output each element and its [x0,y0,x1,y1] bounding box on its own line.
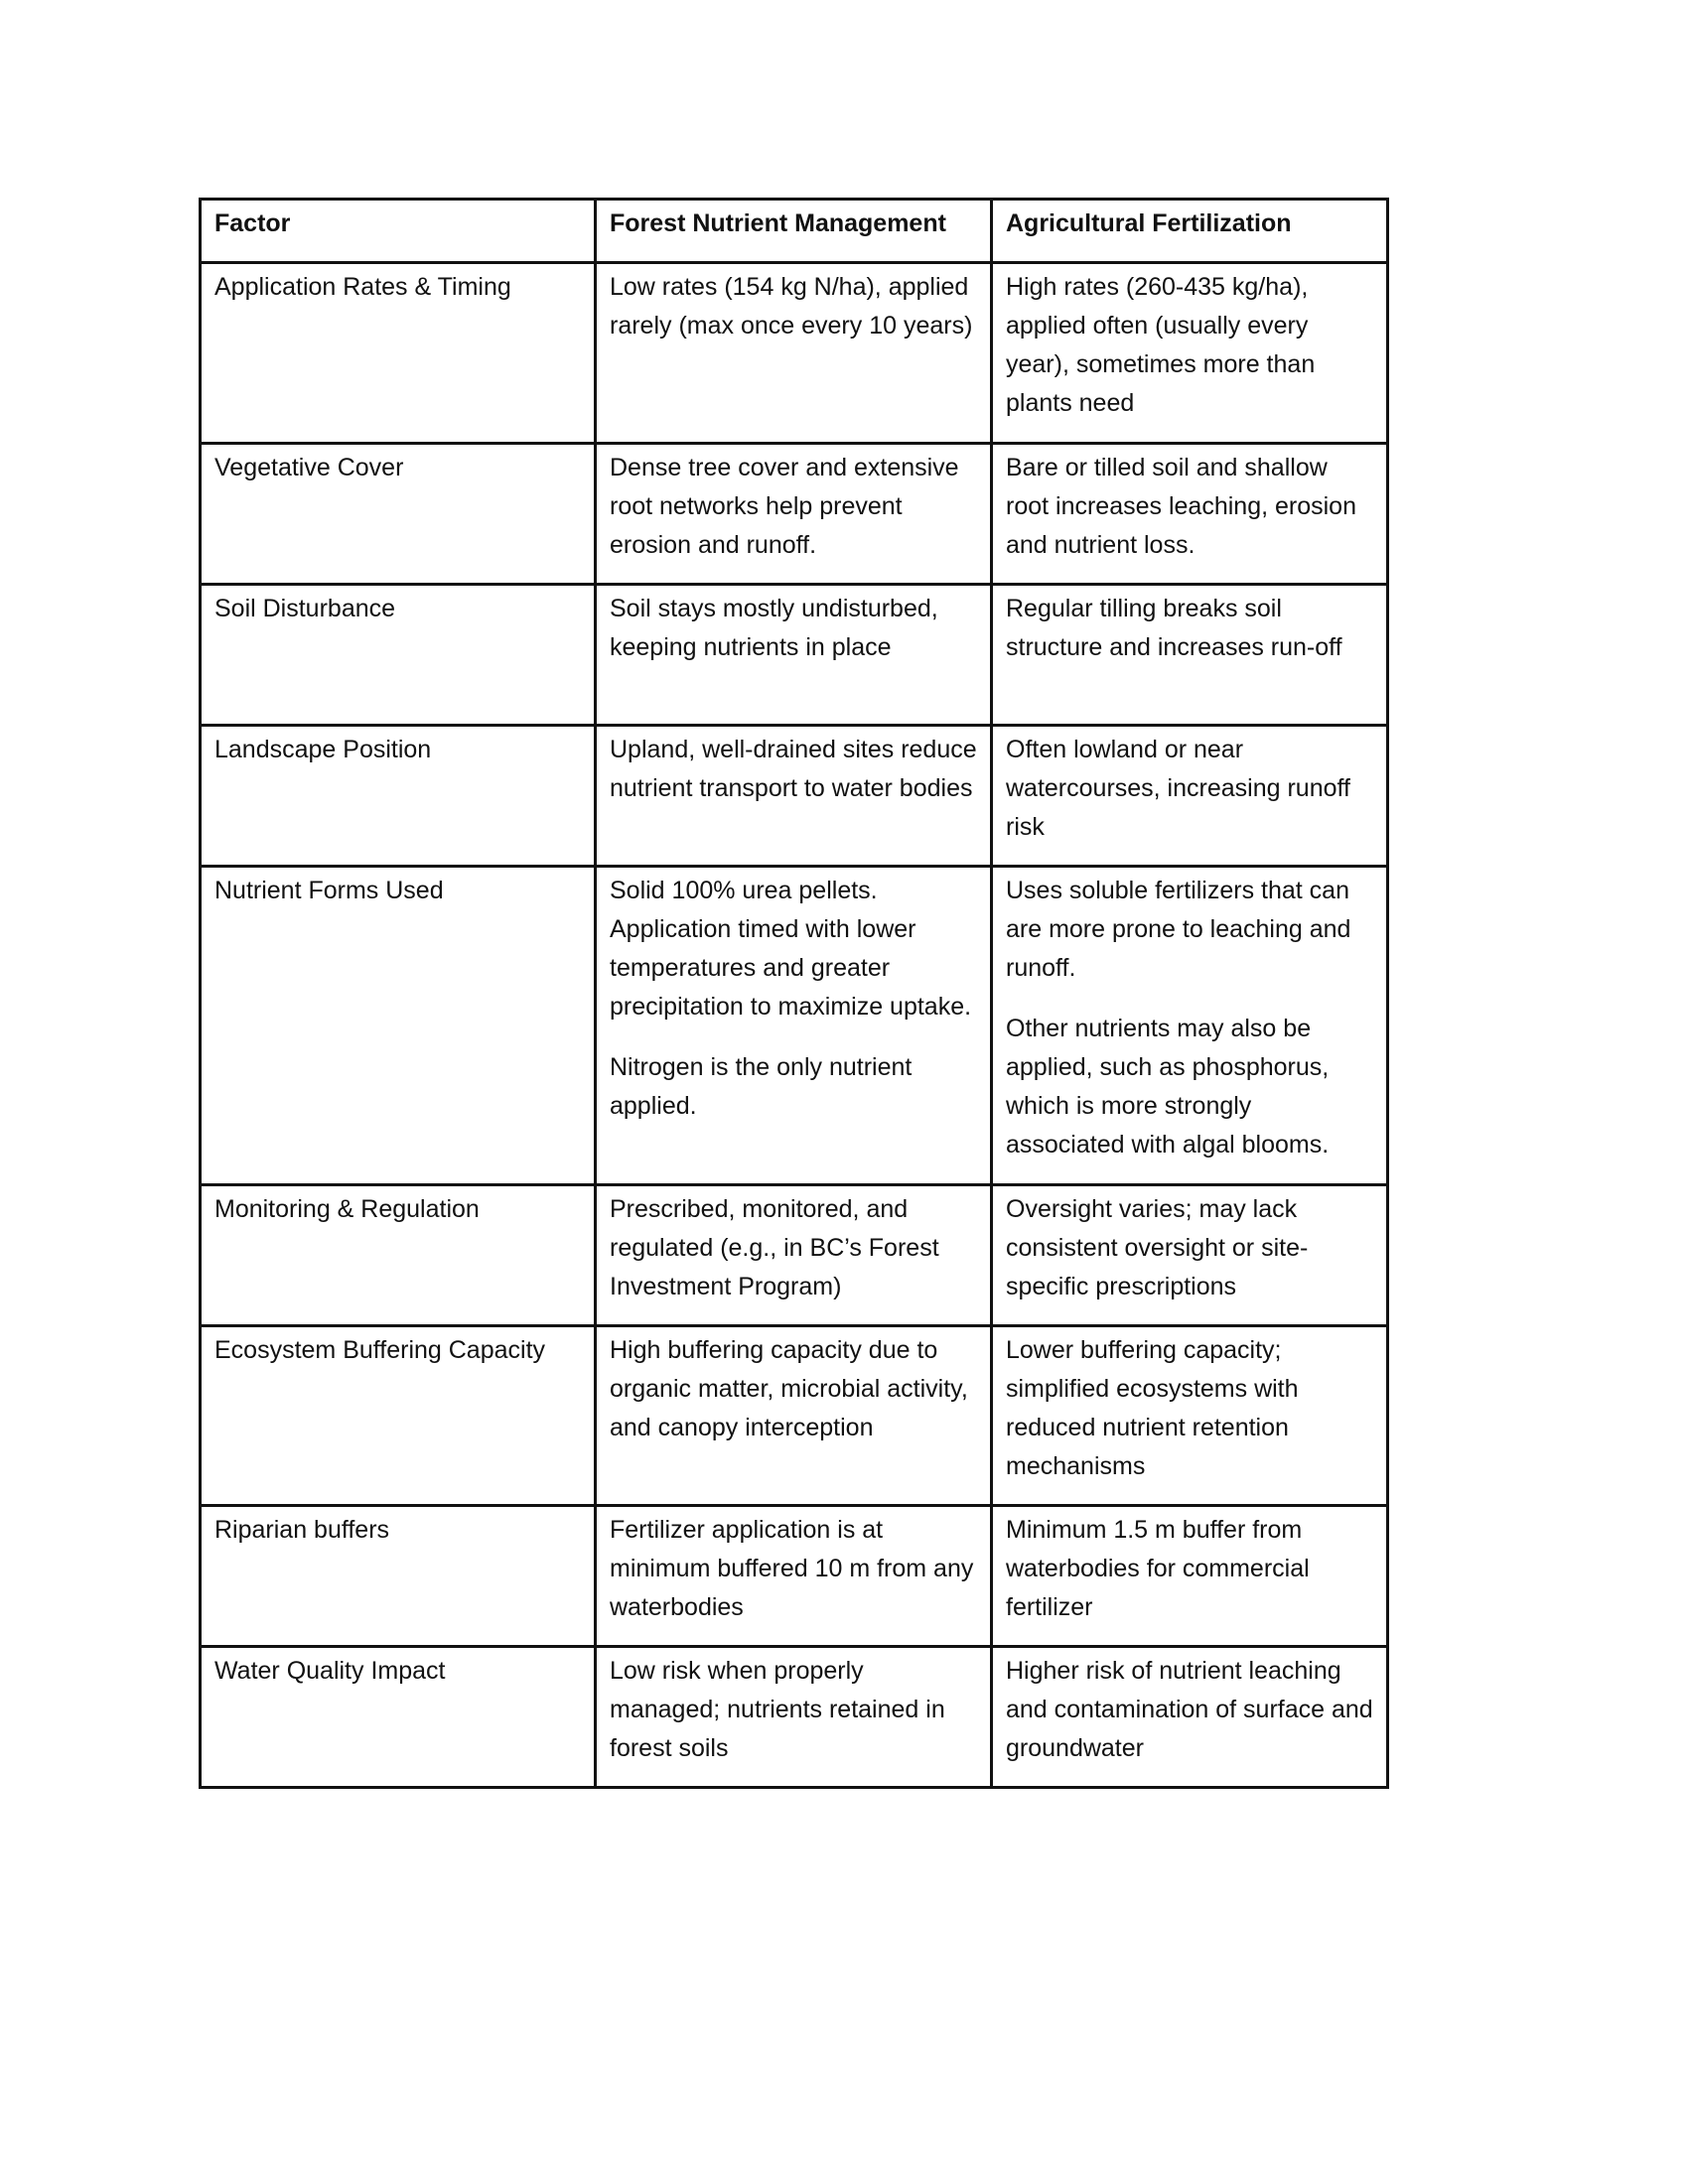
header-agriculture: Agricultural Fertilization [992,200,1388,263]
forest-cell [596,263,992,444]
forest-cell [596,444,992,585]
cell-paragraph: High buffering capacity due to organic matter, microbial activity, and canopy interception [610,1336,968,1441]
forest-cell [596,1506,992,1647]
agriculture-cell [992,1506,1388,1647]
factor-cell: Landscape Position [201,726,596,867]
forest-cell [596,1326,992,1506]
table-row [201,444,1388,585]
forest-cell [596,585,992,726]
table-header-row [201,200,1388,263]
cell-paragraph: Solid 100% urea pellets. Application timed with lower temperatures and greater precipitation to maximize uptake. [610,877,972,1021]
table-row [201,1506,1388,1647]
cell-paragraph: Nitrogen is the only nutrient applied. [610,1053,913,1120]
cell-paragraph: Bare or tilled soil and shallow root increases leaching, erosion and nutrient loss. [1006,454,1356,559]
factor-cell: Monitoring & Regulation [201,1185,596,1326]
table-row [201,726,1388,867]
agriculture-cell [992,263,1388,444]
table-row [201,1647,1388,1788]
cell-paragraph: Fertilizer application is at minimum buffered 10 m from any waterbodies [610,1516,974,1621]
agriculture-cell [992,867,1388,1185]
cell-paragraph: Lower buffering capacity; simplified ecosystems with reduced nutrient retention mechanisms [1006,1336,1299,1480]
factor-cell: Soil Disturbance [201,585,596,726]
table-row [201,263,1388,444]
forest-cell [596,867,992,1185]
table-row [201,1326,1388,1506]
forest-cell [596,726,992,867]
table-row [201,585,1388,726]
factor-cell: Ecosystem Buffering Capacity [201,1326,596,1506]
factor-cell: Nutrient Forms Used [201,867,596,1185]
cell-paragraph: Higher risk of nutrient leaching and contamination of surface and groundwater [1006,1657,1373,1762]
forest-cell [596,1185,992,1326]
cell-paragraph: Other nutrients may also be applied, such as phosphorus, which is more strongly associated with algal blooms. [1006,1015,1330,1159]
cell-paragraph: Often lowland or near watercourses, increasing runoff risk [1006,736,1350,841]
cell-paragraph: Soil stays mostly undisturbed, keeping nutrients in place [610,595,938,661]
cell-paragraph: Oversight varies; may lack consistent oversight or site-specific prescriptions [1006,1195,1309,1300]
cell-paragraph: Uses soluble fertilizers that can are more prone to leaching and runoff. [1006,877,1351,982]
cell-paragraph: Regular tilling breaks soil structure and increases run-off [1006,595,1342,661]
comparison-table [199,198,1389,1789]
header-forest: Forest Nutrient Management [596,200,992,263]
agriculture-cell [992,726,1388,867]
agriculture-cell [992,444,1388,585]
cell-paragraph: Low risk when properly managed; nutrients retained in forest soils [610,1657,945,1762]
cell-paragraph: Low rates (154 kg N/ha), applied rarely (max once every 10 years) [610,273,973,340]
factor-cell: Water Quality Impact [201,1647,596,1788]
table-row [201,1185,1388,1326]
agriculture-cell [992,1647,1388,1788]
cell-paragraph: Upland, well-drained sites reduce nutrient transport to water bodies [610,736,977,802]
cell-paragraph: High rates (260-435 kg/ha), applied often (usually every year), sometimes more than plants need [1006,273,1316,417]
cell-paragraph: Dense tree cover and extensive root networks help prevent erosion and runoff. [610,454,959,559]
table-row [201,867,1388,1185]
header-factor: Factor [201,200,596,263]
agriculture-cell [992,1185,1388,1326]
agriculture-cell [992,585,1388,726]
factor-cell: Application Rates & Timing [201,263,596,444]
cell-paragraph: Prescribed, monitored, and regulated (e.g., in BC’s Forest Investment Program) [610,1195,939,1300]
factor-cell: Vegetative Cover [201,444,596,585]
cell-paragraph: Minimum 1.5 m buffer from waterbodies for commercial fertilizer [1006,1516,1310,1621]
forest-cell [596,1647,992,1788]
agriculture-cell [992,1326,1388,1506]
factor-cell: Riparian buffers [201,1506,596,1647]
